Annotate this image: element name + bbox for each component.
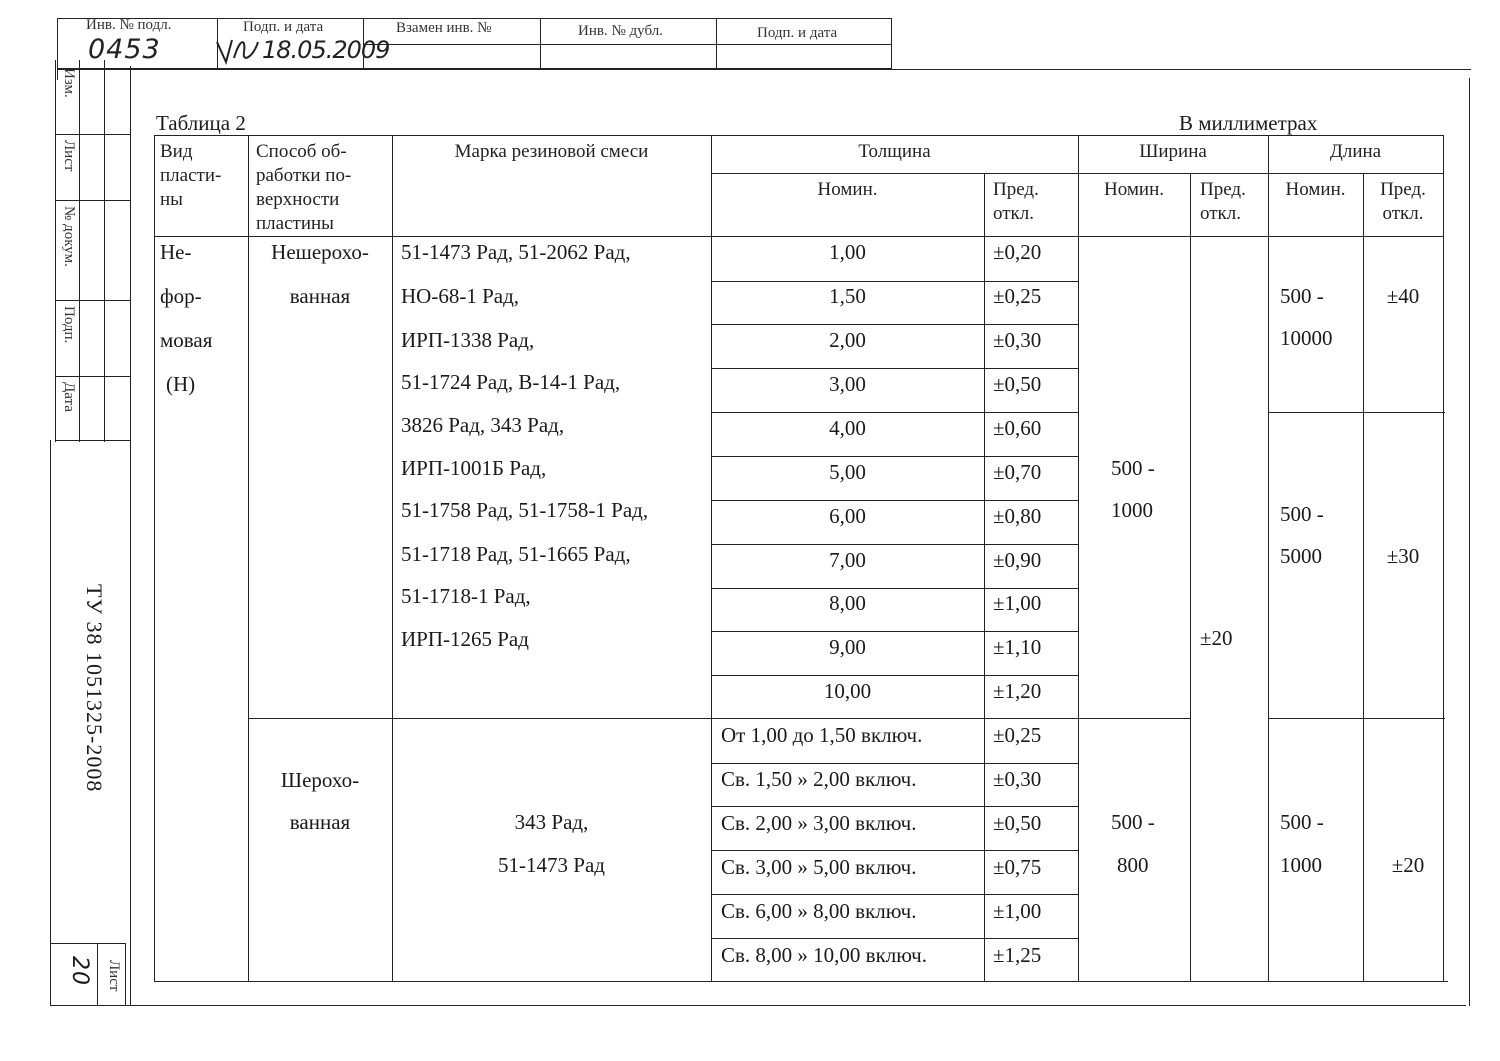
smooth-marka-line: 51-1473 Рад, 51-2062 Рад,: [401, 240, 631, 264]
rough-thickness-pred: ±0,30: [993, 767, 1042, 791]
smooth-sposob-line: Нешерохо-: [271, 240, 369, 264]
rough-thickness-pred: ±0,50: [993, 811, 1042, 835]
thickness-pred: ±0,25: [993, 284, 1042, 308]
length-top-nom: 500 -: [1280, 284, 1324, 308]
smooth-marka-line: НО-68-1 Рад,: [401, 284, 520, 308]
header-tolshchina: Толщина: [858, 141, 931, 162]
label-n-dokum: № докум.: [61, 206, 77, 267]
rough-thickness-nom: Св. 3,00 » 5,00 включ.: [721, 855, 917, 879]
thickness-nom: 10,00: [823, 679, 872, 703]
podp-data-label-2: Подп. и дата: [757, 25, 838, 41]
rough-marka-line: 343 Рад,: [514, 810, 589, 834]
label-podp: Подп.: [61, 306, 77, 344]
thickness-pred: ±1,20: [993, 679, 1042, 703]
thickness-nom: 9,00: [829, 635, 866, 659]
length-top-pred: ±40: [1386, 284, 1420, 308]
stamp-divider: [363, 44, 892, 45]
smooth-marka-line: ИРП-1265 Рад: [401, 627, 529, 651]
frame-bottom: [50, 1005, 1466, 1006]
units-caption: В миллиметрах: [1179, 111, 1318, 135]
thickness-pred: ±0,50: [993, 372, 1042, 396]
thickness-nom: 1,00: [829, 240, 866, 264]
thickness-pred: ±0,90: [993, 548, 1042, 572]
rough-sposob-line: Шерохо-: [280, 768, 360, 792]
thickness-pred: ±0,70: [993, 460, 1042, 484]
thickness-pred: ±0,20: [993, 240, 1042, 264]
thickness-nom: 3,00: [829, 372, 866, 396]
rough-thickness-nom: От 1,00 до 1,50 включ.: [721, 723, 923, 747]
frame-left-inner: [130, 66, 131, 1006]
label-list: Лист: [61, 140, 77, 172]
smooth-marka-line: ИРП-1338 Рад,: [401, 328, 535, 352]
thickness-nom: 2,00: [829, 328, 866, 352]
stamp-border-top: [57, 18, 892, 19]
smooth-sposob-line: ванная: [289, 284, 351, 308]
label-izm: Изм.: [61, 68, 77, 98]
thickness-pred: ±0,30: [993, 328, 1042, 352]
header-width-pred: Пред. откл.: [1200, 179, 1246, 225]
sheet-label: Лист: [106, 960, 122, 992]
rough-thickness-nom: Св. 8,00 » 10,00 включ.: [721, 943, 927, 967]
rough-width-nom: 800: [1117, 853, 1149, 877]
thickness-nom: 5,00: [829, 460, 866, 484]
thickness-pred: ±0,60: [993, 416, 1042, 440]
header-vid: Вид пласти- ны: [160, 141, 222, 211]
rough-thickness-nom: Св. 2,00 » 3,00 включ.: [721, 811, 917, 835]
length-mid-pred: ±30: [1386, 544, 1420, 568]
smooth-width-nom: 1000: [1111, 498, 1153, 522]
vid-line: мовая: [160, 328, 213, 352]
vid-line: фор-: [160, 284, 202, 308]
frame-left-lower: [50, 440, 51, 1006]
table-caption: Таблица 2: [156, 111, 246, 135]
rough-thickness-nom: Св. 6,00 » 8,00 включ.: [721, 899, 917, 923]
rough-thickness-pred: ±0,75: [993, 855, 1042, 879]
rough-width-nom: 500 -: [1111, 810, 1155, 834]
header-dlina: Длина: [1329, 141, 1382, 162]
rough-length-pred: ±20: [1391, 853, 1425, 877]
thickness-nom: 6,00: [829, 504, 866, 528]
frame-right: [1469, 78, 1470, 1006]
rough-length-nom: 500 -: [1280, 810, 1324, 834]
thickness-nom: 8,00: [829, 591, 866, 615]
thickness-nom: 7,00: [829, 548, 866, 572]
signature-date: 18.05.2009: [262, 36, 390, 64]
label-data: Дата: [61, 382, 77, 412]
rough-thickness-nom: Св. 1,50 » 2,00 включ.: [721, 767, 917, 791]
length-top-nom: 10000: [1280, 326, 1333, 350]
thickness-pred: ±1,00: [993, 591, 1042, 615]
rough-thickness-pred: ±1,25: [993, 943, 1042, 967]
header-sposob: Способ об- работки по- верхности пластины: [256, 141, 352, 235]
rough-marka-line: 51-1473 Рад: [498, 853, 605, 877]
header-width-nom: Номин.: [1104, 179, 1164, 200]
header-length-nom: Номин.: [1285, 179, 1346, 200]
smooth-marka-line: 51-1758 Рад, 51-1758-1 Рад,: [401, 498, 649, 522]
inv-dubl-label: Инв. № дубл.: [578, 23, 663, 39]
thickness-nom: 4,00: [829, 416, 866, 440]
header-marka: Марка резиновой смеси: [454, 141, 649, 162]
rough-length-nom: 1000: [1280, 853, 1322, 877]
smooth-marka-line: 51-1724 Рад, В-14-1 Рад,: [401, 370, 621, 394]
frame-top: [57, 69, 1471, 70]
smooth-marka-line: 3826 Рад, 343 Рад,: [401, 413, 565, 437]
vzamen-label: Взамен инв. №: [396, 20, 492, 36]
rough-sposob-line: ванная: [289, 810, 351, 834]
smooth-marka-line: 51-1718-1 Рад,: [401, 584, 531, 608]
rough-thickness-pred: ±0,25: [993, 723, 1042, 747]
thickness-nom: 1,50: [829, 284, 866, 308]
vid-line: (Н): [166, 372, 196, 396]
document-code: ТУ 38 1051325-2008: [82, 584, 107, 793]
podp-data-label: Подп. и дата: [243, 19, 324, 35]
sheet-number: 20: [67, 956, 92, 986]
header-shirina: Ширина: [1139, 141, 1207, 162]
signature-mark: [214, 36, 262, 72]
header-length-pred: Пред. откл.: [1380, 179, 1426, 225]
length-mid-nom: 5000: [1280, 544, 1322, 568]
inv-podl-handwritten: 0453: [88, 34, 161, 65]
rough-thickness-pred: ±1,00: [993, 899, 1042, 923]
smooth-marka-line: 51-1718 Рад, 51-1665 Рад,: [401, 542, 631, 566]
thickness-pred: ±0,80: [993, 504, 1042, 528]
signature-icon: [214, 36, 262, 66]
smooth-marka-line: ИРП-1001Б Рад,: [401, 456, 547, 480]
smooth-width-nom: 500 -: [1111, 456, 1155, 480]
thickness-pred: ±1,10: [993, 635, 1042, 659]
inv-podl-label: Инв. № подл.: [86, 17, 172, 33]
header-thickness-pred: Пред. откл.: [993, 179, 1039, 225]
length-mid-nom: 500 -: [1280, 502, 1324, 526]
vid-line: Не-: [160, 240, 192, 264]
width-pred-shared: ±20: [1200, 626, 1233, 650]
header-thickness-nom: Номин.: [817, 179, 878, 200]
